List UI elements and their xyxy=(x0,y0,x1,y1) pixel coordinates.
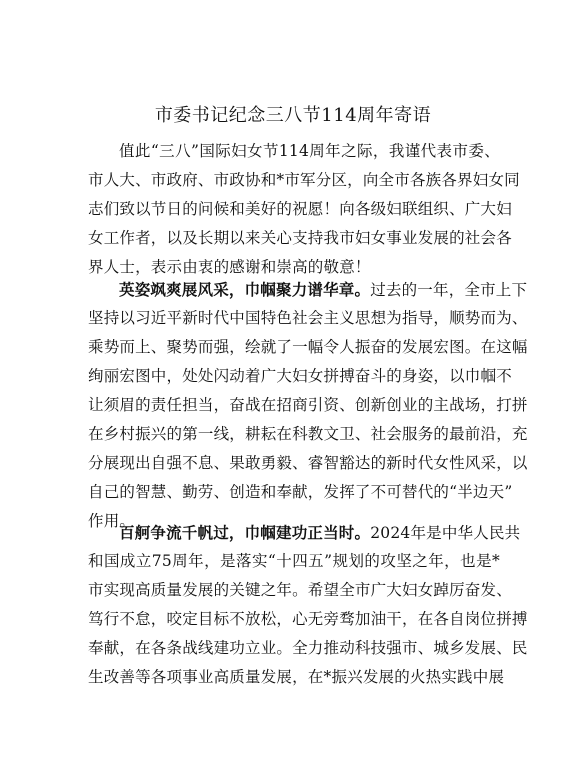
paragraph-2 xyxy=(88,275,528,536)
paragraph-line: 女工作者，以及长期以来关心支持我市妇女事业发展的社会各 xyxy=(88,229,512,247)
paragraph-line: 笃行不怠，咬定目标不放松，心无旁骛加油干，在各自岗位拼搏 xyxy=(88,610,528,628)
paragraph-line: 奉献，在各条战线建功立业。全力推动科技强市、城乡发展、民 xyxy=(88,639,528,657)
paragraph-line: 分展现出自强不息、果敢勇毅、睿智豁达的新时代女性风采，以 xyxy=(88,454,528,472)
paragraph-line: 坚持以习近平新时代中国特色社会主义思想为指导，顺势而为、 xyxy=(88,309,528,327)
paragraph-line: 志们致以节日的问候和美好的祝愿！向各级妇联组织、广大妇 xyxy=(88,200,512,218)
paragraph-lead: 英姿飒爽展风采，巾帼聚力谱华章。 xyxy=(119,280,371,299)
paragraph-3 xyxy=(88,518,528,692)
paragraph-line: 乘势而上、聚势而强，绘就了一幅令人振奋的发展宏图。在这幅 xyxy=(88,338,528,356)
paragraph-line: 值此“三八”国际妇女节114周年之际，我谨代表市委、 xyxy=(119,142,500,160)
paragraph-1 xyxy=(88,137,520,282)
paragraph-line: 生改善等各项事业高质量发展，在*振兴发展的火热实践中展 xyxy=(88,668,505,686)
document-title: 市委书记纪念三八节114周年寄语 xyxy=(154,105,432,126)
paragraph-line-first xyxy=(88,275,528,304)
paragraph-line: 绚丽宏图中，处处闪动着广大妇女拼搏奋斗的身姿，以巾帼不 xyxy=(88,367,512,385)
paragraph-line: 作用。 xyxy=(88,512,136,530)
paragraph-line: 在乡村振兴的第一线，耕耘在科教文卫、社会服务的最前沿，充 xyxy=(88,425,528,443)
paragraph-line: 市实现高质量发展的关键之年。希望全市广大妇女踔厉奋发、 xyxy=(88,581,512,599)
paragraph-line-rest: 过去的一年，全市上下 xyxy=(370,281,528,299)
paragraph-lead: 百舸争流千帆过，巾帼建功正当时。 xyxy=(119,523,371,542)
paragraph-line: 让须眉的责任担当，奋战在招商引资、创新创业的主战场，打拼 xyxy=(88,396,528,414)
paragraph-line: 和国成立75周年，是落实“十四五”规划的攻坚之年，也是* xyxy=(88,552,500,570)
paragraph-line-rest: 2024年是中华人民共 xyxy=(370,524,521,542)
paragraph-line: 界人士，表示由衷的感谢和崇高的敬意！ xyxy=(88,258,371,276)
paragraph-line-first xyxy=(88,518,521,547)
paragraph-line: 市人大、市政府、市政协和*市军分区，向全市各族各界妇女同 xyxy=(88,171,520,189)
paragraph-line: 自己的智慧、勤劳、创造和奉献，发挥了不可替代的“半边天” xyxy=(88,483,513,501)
